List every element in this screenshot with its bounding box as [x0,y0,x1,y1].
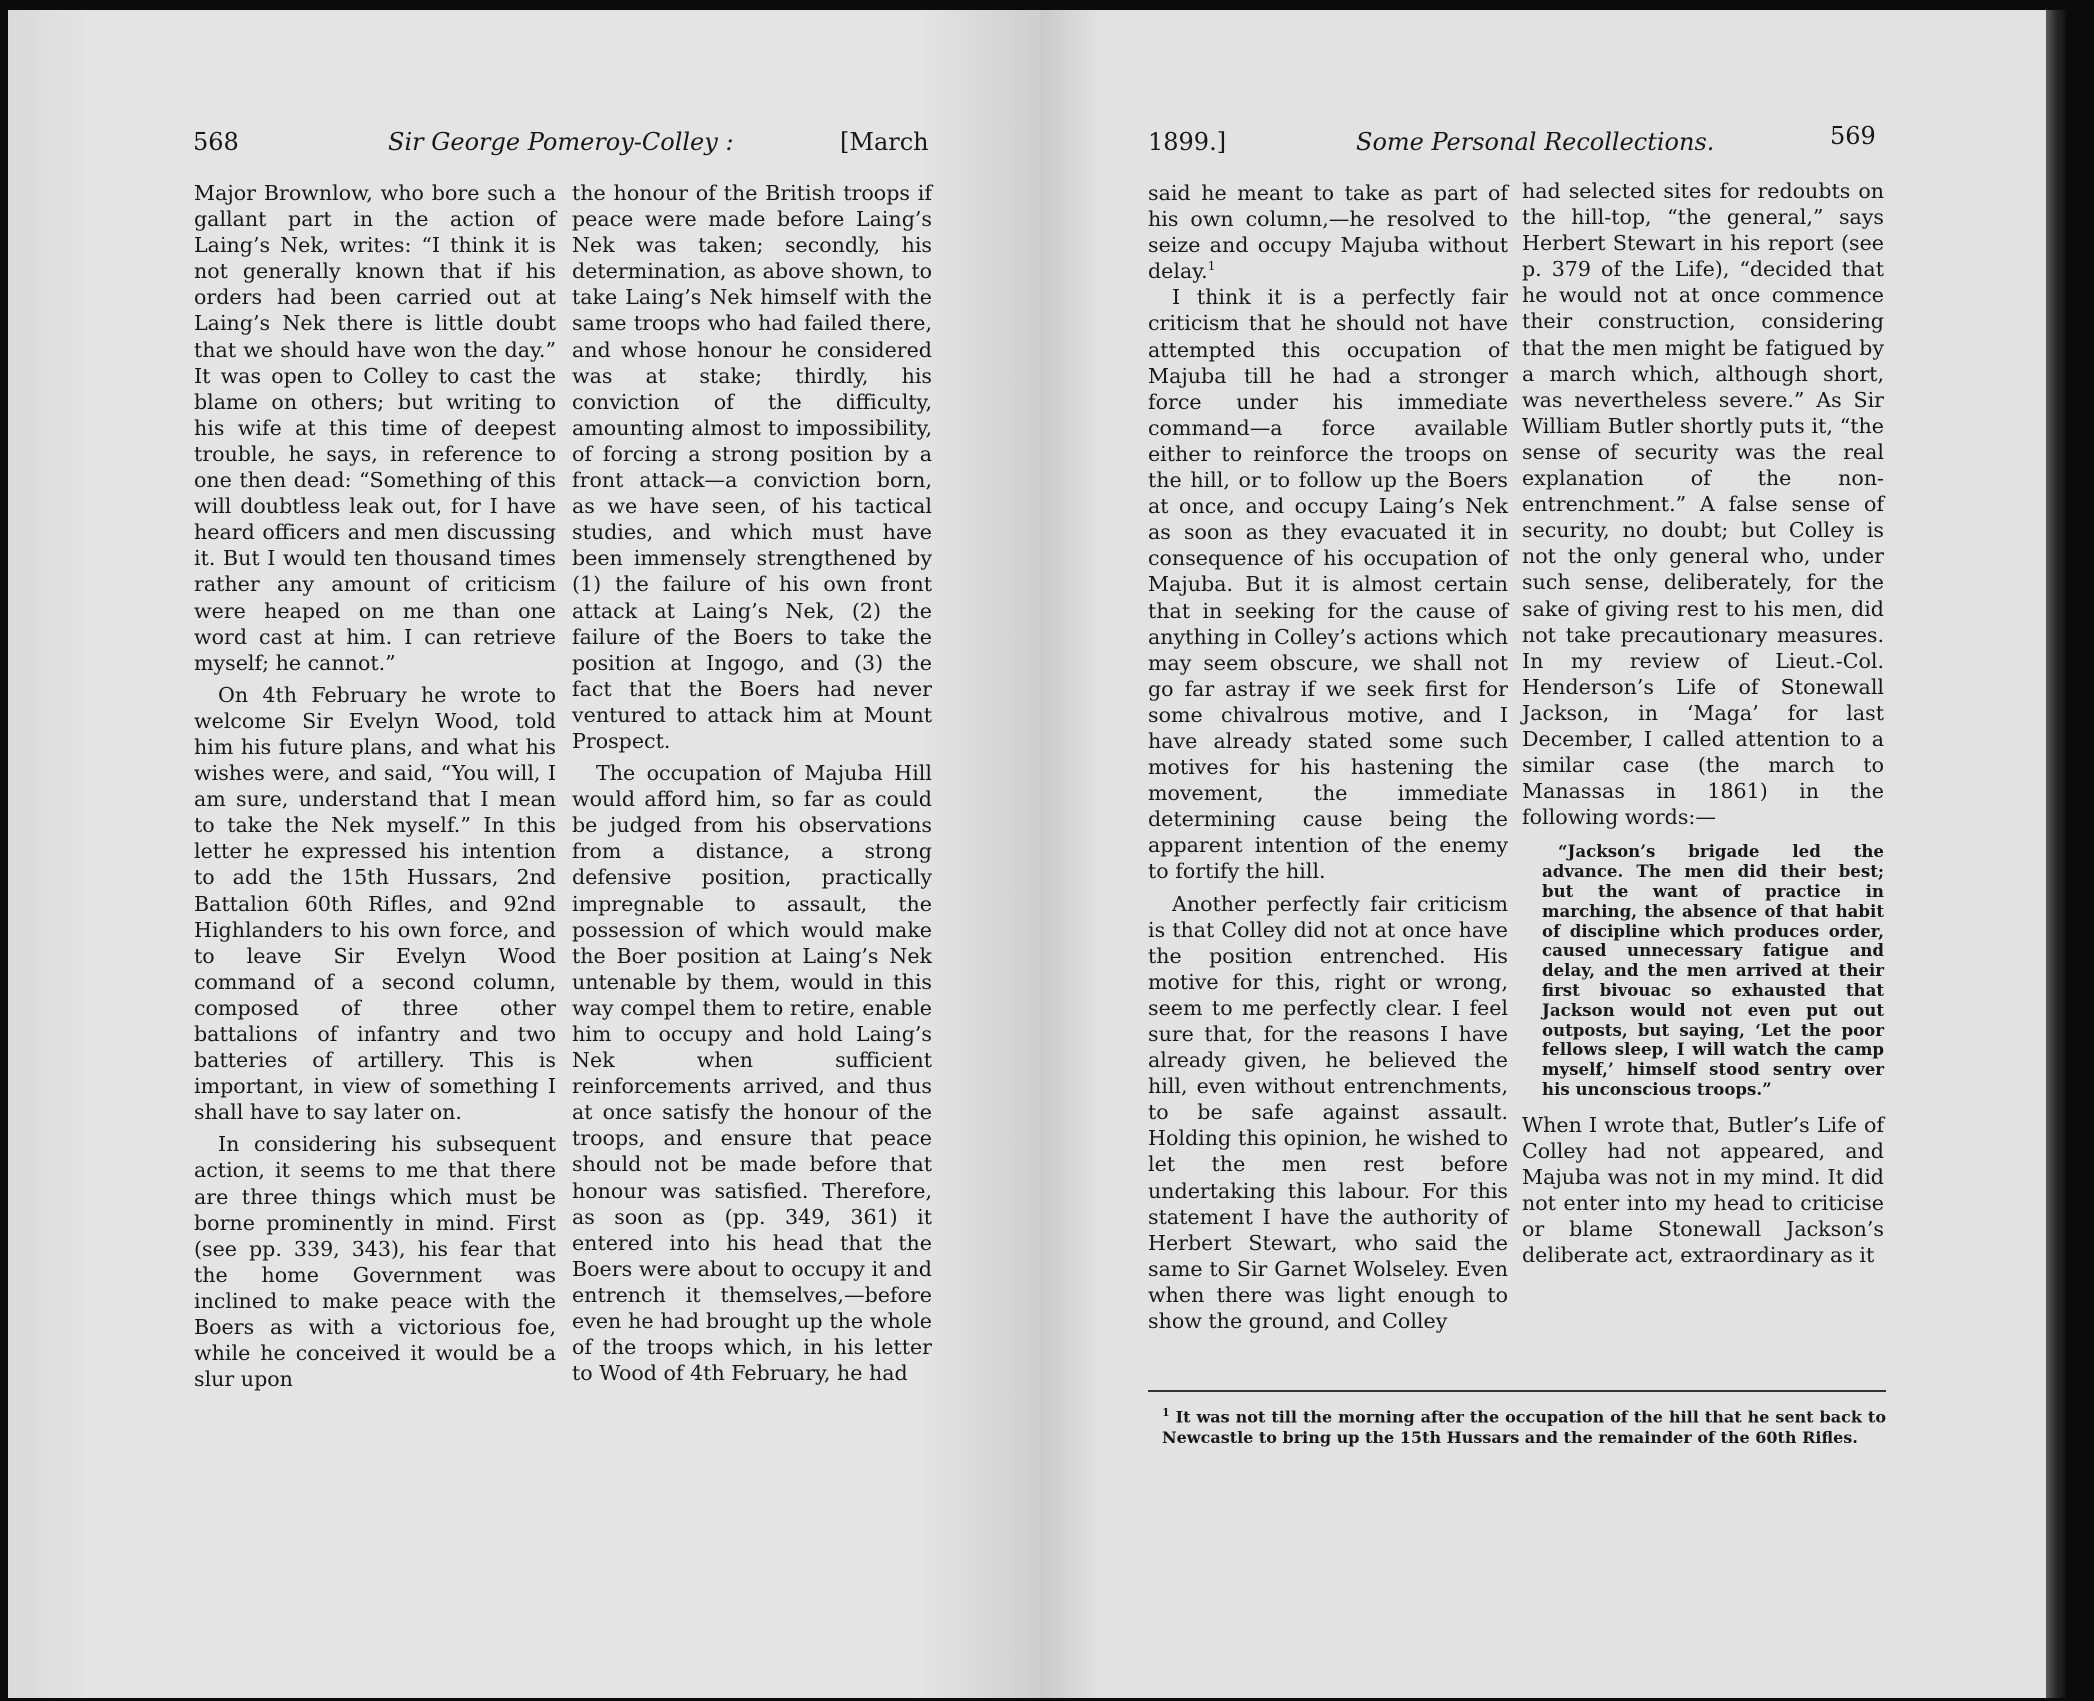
right-column-2 [1522,178,1884,1268]
paragraph: The occupation of Majuba Hill would afford him, so far as could be judged from his observations from a distance, a strong defensive position, practically impregnable to assault, the possession of which would make the Boer position at Laing’s Nek untenable by them, would in this way compel them to retire, enable him to occupy and hold Laing’s Nek when sufficient reinforcements arrived, and thus at once satisfy the honour of the troops, and ensure that peace should not be made before that honour was satisfied. Therefore, as soon as (pp. 349, 361) it entered into his head that the Boers were about to occupy it and entrench it themselves,—before even he had brought up the whole of the troops which, in his letter to Wood of 4th February, he had [572,761,932,1386]
paragraph: When I wrote that, Butler’s Life of Colley had not appeared, and Majuba was not in my mind. It did not enter into my head to criticise or blame Stonewall Jackson’s deliberate act, extraordinary as it [1522,1112,1884,1268]
left-page [8,10,1040,1698]
paragraph [1148,180,1508,284]
paragraph: Major Brownlow, who bore such a gallant part in the action of Laing’s Nek, writes: “I think it is not generally known that if his orders had been carried out at Laing’s Nek there is little doubt that we should have won the day.” It was open to Colley to cast the blame on others; but writing to his wife at this time of deepest trouble, he says, in reference to one then dead: “Something of this will doubtless leak out, for I have heard officers and men discussing it. But I would ten thousand times rather any amount of criticism were heaped on me than one word cast at him. I can retrieve myself; he cannot.” [194,181,556,675]
running-title-left: Sir George Pomeroy-Colley : [388,128,734,156]
left-page-header [8,128,1040,168]
paragraph-text: said he meant to take as part of his own column,—he resolved to seize and occupy Majuba without delay. [1148,181,1508,284]
paragraph: On 4th February he wrote to welcome Sir Evelyn Wood, told him his future plans, and what his wishes were, and said, “You will, I am sure, understand that I mean to take the Nek myself.” In this letter he expressed his intention to add the 15th Hussars, 2nd Battalion 60th Rifles, and 92nd Highlanders to his own force, and to leave Sir Evelyn Wood command of a second column, composed of three other battalions of infantry and two batteries of artillery. This is important, in view of something I shall have to say later on. [194,682,556,1125]
quote-text: “Jackson’s brigade led the advance. The men did their best; but the want of practice in marching, the absence of that habit of discipline which produces order, caused unnecessary fatigue and delay, and the men arrived at their first bivouac so exhausted that Jackson would not even put out outposts, but saying, ‘Let the poor fellows sleep, I will watch the camp myself,’ himself stood sentry over his unconscious troops.” [1542,841,1884,1099]
page-number-left: 568 [193,128,239,156]
running-month: [March [840,128,929,156]
footnote-reference: 1 [1207,259,1216,274]
footnote-marker: 1 [1162,1406,1170,1419]
right-page-header [1040,122,2046,168]
paragraph: I think it is a perfectly fair criticism that he should not have attempted this occupation of Majuba till he had a stronger force under his immediate command—a force available either to reinforce the troops on the hill, or to follow up the Boers at once, and occupy Laing’s Nek as soon as they evacuated it in consequence of his occupation of Majuba. But it is almost certain that in seeking for the cause of anything in Colley’s actions which may seem obscure, we shall not go far astray if we seek first for some chivalrous motive, and I have already stated some such motives for his hastening the movement, the immediate determining cause being the apparent intention of the enemy to fortify the hill. [1148,285,1508,884]
running-title-right: Some Personal Recollections. [1356,128,1715,156]
paragraph: had selected sites for redoubts on the hill-top, “the general,” says Herbert Stewart in his report (see p. 379 of the Life), “decided that he would not at once commence their construction, considering that the men might be fatigued by a march which, although short, was nevertheless severe.” As Sir William Butler shortly puts it, “the sense of security was the real explanation of the non-entrenchment.” A false sense of security, no doubt; but Colley is not the only general who, under such sense, deliberately, for the sake of giving rest to his men, did not take precautionary measures. In my review of Lieut.-Col. Henderson’s Life of Stonewall Jackson, in ‘Maga’ for last December, I called attention to a similar case (the march to Manassas in 1861) in the following words:— [1522,179,1884,830]
block-quote [1522,842,1884,1099]
left-column-1 [194,180,556,1392]
running-year: 1899.] [1148,128,1227,156]
paragraph: In considering his subsequent action, it seems to me that there are three things which must be borne prominently in mind. First (see pp. 339, 343), his fear that the home Government was inclined to make peace with the Boers as with a victorious foe, while he conceived it would be a slur upon [194,1132,556,1392]
paragraph: the honour of the British troops if peace were made before Laing’s Nek was taken; secondly, his determination, as above shown, to take Laing’s Nek himself with the same troops who had failed there, and whose honour he considered was at stake; thirdly, his conviction of the difficulty, amounting almost to impossibility, of forcing a strong position by a front attack—a conviction born, as we have seen, of his tactical studies, and which must have been immensely strengthened by (1) the failure of his own front attack at Laing’s Nek, (2) the failure of the Boers to take the position at Ingogo, and (3) the fact that the Boers had never ventured to attack him at Mount Prospect. [572,181,932,753]
right-column-1 [1148,180,1508,1334]
left-column-2 [572,180,932,1386]
footnote [1162,1402,1886,1448]
footnote-text: It was not till the morning after the occupation of the hill that he sent back to Newcastle to bring up the 15th Hussars and the remainder of the 60th Rifles. [1162,1407,1886,1448]
right-page [1040,10,2046,1698]
footnote-rule [1148,1390,1886,1392]
page-edge [2046,10,2066,1698]
paragraph: Another perfectly fair criticism is that Colley did not at once have the position entrenched. His motive for this, right or wrong, seem to me perfectly clear. I feel sure that, for the reasons I have already given, he believed the hill, even without entrenchments, to be safe against assault. Holding this opinion, he wished to let the men rest before undertaking this labour. For this statement I have the authority of Herbert Stewart, who said the same to Sir Garnet Wolseley. Even when there was light enough to show the ground, and Colley [1148,891,1508,1334]
page-number-right: 569 [1830,122,1876,150]
